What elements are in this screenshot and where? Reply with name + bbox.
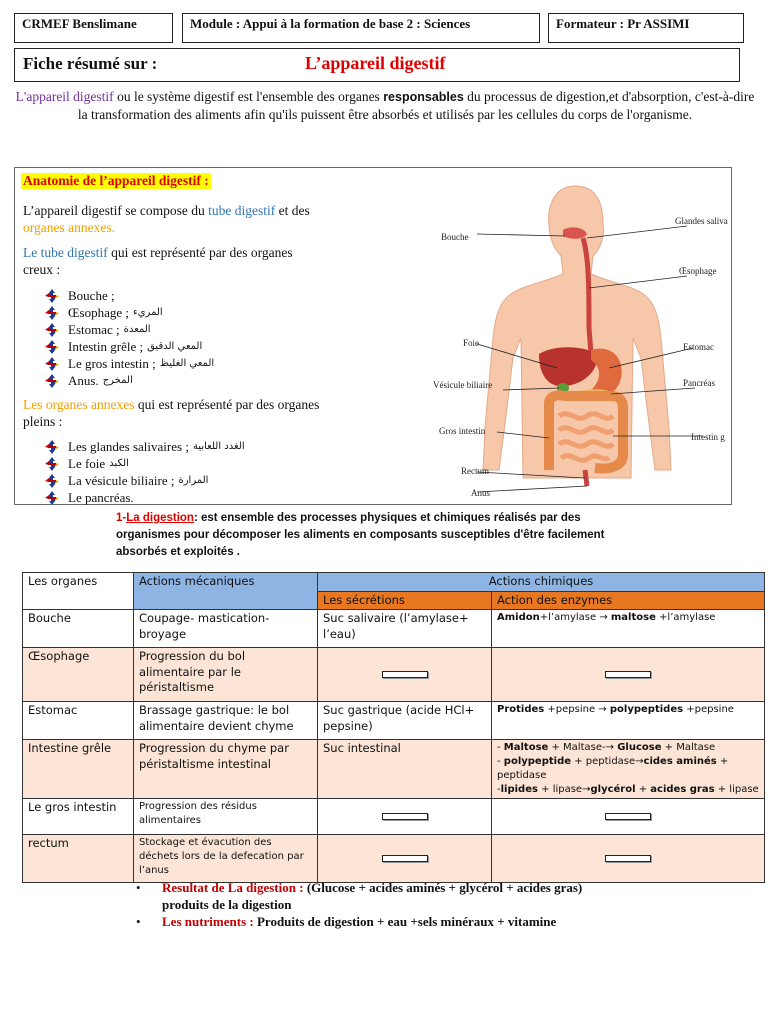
tube-list — [45, 287, 214, 389]
label-rectum: Rectum — [461, 466, 489, 476]
secretion-cell — [318, 835, 492, 883]
organ-cell: Œsophage — [23, 648, 134, 702]
organ-cell: rectum — [23, 835, 134, 883]
header-chem: Actions chimiques — [318, 573, 765, 592]
intro-bold: responsables — [383, 90, 464, 104]
intro-term: L'appareil digestif — [15, 89, 114, 104]
arrow-bullet-icon — [45, 289, 59, 303]
mech-cell: Brassage gastrique: le bol alimentaire devient chyme — [134, 702, 318, 740]
list-item: Les glandes salivaires ; الغدد اللعابية — [45, 438, 245, 455]
result-digestion — [136, 880, 736, 913]
secretion-cell: Suc intestinal — [318, 740, 492, 799]
organs-table — [22, 572, 765, 883]
header-module — [182, 13, 540, 43]
dash-placeholder — [605, 671, 651, 678]
label-oesophage: Œsophage — [679, 266, 717, 276]
table-row — [23, 835, 765, 883]
intro-part2: du processus de digestion,et d'absorption, c'est-à-dire la transformation des aliments afin qu'ils puissent être absorbés et utilisés par les cellules du corps de l'organisme. — [77, 89, 755, 122]
enzyme-cell: - Maltose + Maltase-→ Glucose + Maltase - polypeptide + peptidase→cides aminés + peptidase -lipides + lipase→glycérol + acides gras + lipase — [492, 740, 765, 799]
bullet-icon: • — [136, 914, 141, 929]
mech-cell: Stockage et évacution des déchets lors de la defecation par l’anus — [134, 835, 318, 883]
secretion-cell — [318, 648, 492, 702]
table-row — [23, 610, 765, 648]
mech-cell: Progression du chyme par péristaltisme intestinal — [134, 740, 318, 799]
nutriments-label: Les nutriments : — [162, 914, 254, 929]
list-item: Anus. المخرج — [45, 372, 214, 389]
header-secretions: Les sécrétions — [318, 591, 492, 610]
enzyme-cell — [492, 799, 765, 835]
header-mech: Actions mécaniques — [134, 573, 318, 610]
dash-placeholder — [605, 813, 651, 820]
arrow-bullet-icon — [45, 357, 59, 371]
annexes-description — [23, 396, 343, 430]
result-line2: produits de la digestion — [162, 896, 292, 912]
composition-tube: tube digestif — [208, 203, 276, 218]
enzyme-cell — [492, 648, 765, 702]
list-item: Estomac ; المعدة — [45, 321, 214, 338]
results-section — [136, 880, 736, 931]
header-institution — [14, 13, 173, 43]
arrow-bullet-icon — [45, 457, 59, 471]
tube-description — [23, 244, 323, 278]
list-item: Bouche ; — [45, 287, 214, 304]
arrow-bullet-icon — [45, 306, 59, 320]
arrow-bullet-icon — [45, 474, 59, 488]
title-prefix: Fiche résumé sur : — [23, 54, 158, 73]
organ-cell: Le gros intestin — [23, 799, 134, 835]
label-anus: Anus — [471, 488, 491, 498]
intro-paragraph — [14, 88, 756, 124]
result-label: Resultat de La digestion : — [162, 880, 304, 895]
table-row — [23, 702, 765, 740]
annexes-label: Les organes annexes — [23, 397, 135, 412]
table-row — [23, 648, 765, 702]
label-foie: Foie — [463, 338, 480, 348]
table-row — [23, 740, 765, 799]
title-subject: L’appareil digestif — [305, 53, 446, 73]
digestion-num: 1- — [116, 512, 127, 524]
digestion-term: La digestion — [126, 512, 194, 524]
composition-pre: L’appareil digestif se compose du — [23, 203, 209, 218]
table-row — [23, 799, 765, 835]
list-item: Le pancréas. — [45, 489, 245, 506]
tube-desc: qui est représenté par des organes creux : — [23, 245, 293, 277]
label-gros-intestin: Gros intestin — [439, 426, 486, 436]
mech-cell: Progression des résidus alimentaires — [134, 799, 318, 835]
list-item: Le gros intestin ; المعي الغليظ — [45, 355, 214, 372]
secretion-cell: Suc gastrique (acide HCl+ pepsine) — [318, 702, 492, 740]
mech-cell: Coupage- mastication- broyage — [134, 610, 318, 648]
label-estomac: Estomac — [683, 342, 714, 352]
annexes-desc: qui est représenté par des organes pleins : — [23, 397, 320, 429]
label-pancreas: Pancréas — [683, 378, 715, 388]
title-box — [14, 48, 740, 82]
intro-part1: ou le système digestif est l'ensemble des organes — [113, 89, 384, 104]
label-glandes: Glandes saliva — [675, 216, 728, 226]
composition-mid: et des — [275, 203, 310, 218]
dash-placeholder — [382, 855, 428, 862]
digestion-text: : est ensemble des processes physiques et chimiques réalisés par des organismes pour décomposer les aliments en composants susceptibles d'être facilement absorbés et exploités . — [116, 512, 605, 558]
secretion-cell: Suc salivaire (l’amylase+ l’eau) — [318, 610, 492, 648]
bullet-icon: • — [136, 880, 141, 895]
list-item: Le foie الكبد — [45, 455, 245, 472]
arrow-bullet-icon — [45, 340, 59, 354]
result-text: (Glucose + acides aminés + glycérol + acides gras) — [303, 880, 583, 895]
anatomy-title — [21, 173, 211, 189]
digestion-definition — [116, 510, 636, 561]
header-organs: Les organes — [23, 573, 134, 610]
composition-text — [23, 202, 341, 236]
enzyme-cell — [492, 835, 765, 883]
tube-label: Le tube digestif — [23, 245, 108, 260]
digestive-system-diagram — [425, 178, 731, 503]
result-nutriments — [136, 914, 736, 931]
arrow-bullet-icon — [45, 374, 59, 388]
arrow-bullet-icon — [45, 323, 59, 337]
anatomy-title-text: Anatomie de l’appareil digestif : — [23, 173, 209, 188]
list-item: Œsophage ; المريء — [45, 304, 214, 321]
nutriments-text: Produits de digestion + eau +sels minéraux + vitamine — [253, 914, 557, 929]
arrow-bullet-icon — [45, 491, 59, 505]
dash-placeholder — [382, 671, 428, 678]
label-intestin: Intestin g — [691, 432, 725, 442]
organ-cell: Bouche — [23, 610, 134, 648]
trainer-text: Formateur : Pr ASSIMI — [556, 16, 690, 31]
enzyme-cell: Protides +pepsine → polypeptides +pepsine — [492, 702, 765, 740]
anatomy-box — [14, 167, 732, 505]
secretion-cell — [318, 799, 492, 835]
list-item: Intestin grêle ; المعي الدقيق — [45, 338, 214, 355]
rectum-shape — [585, 470, 587, 486]
list-item: La vésicule biliaire ; المرارة — [45, 472, 245, 489]
annexes-list — [45, 438, 245, 506]
dash-placeholder — [605, 855, 651, 862]
enzyme-cell: Amidon+l’amylase → maltose +l’amylase — [492, 610, 765, 648]
label-vesicule: Vésicule biliaire — [433, 380, 493, 390]
label-bouche: Bouche — [441, 232, 469, 242]
organ-cell: Estomac — [23, 702, 134, 740]
institution-text: CRMEF Benslimane — [22, 16, 137, 31]
arrow-bullet-icon — [45, 440, 59, 454]
mech-cell: Progression du bol alimentaire par le péristaltisme — [134, 648, 318, 702]
header-trainer — [548, 13, 744, 43]
organ-cell: Intestine grêle — [23, 740, 134, 799]
composition-annexes: organes annexes. — [23, 220, 115, 235]
module-text: Module : Appui à la formation de base 2 : Sciences — [190, 16, 471, 31]
header-enzymes: Action des enzymes — [492, 591, 765, 610]
dash-placeholder — [382, 813, 428, 820]
